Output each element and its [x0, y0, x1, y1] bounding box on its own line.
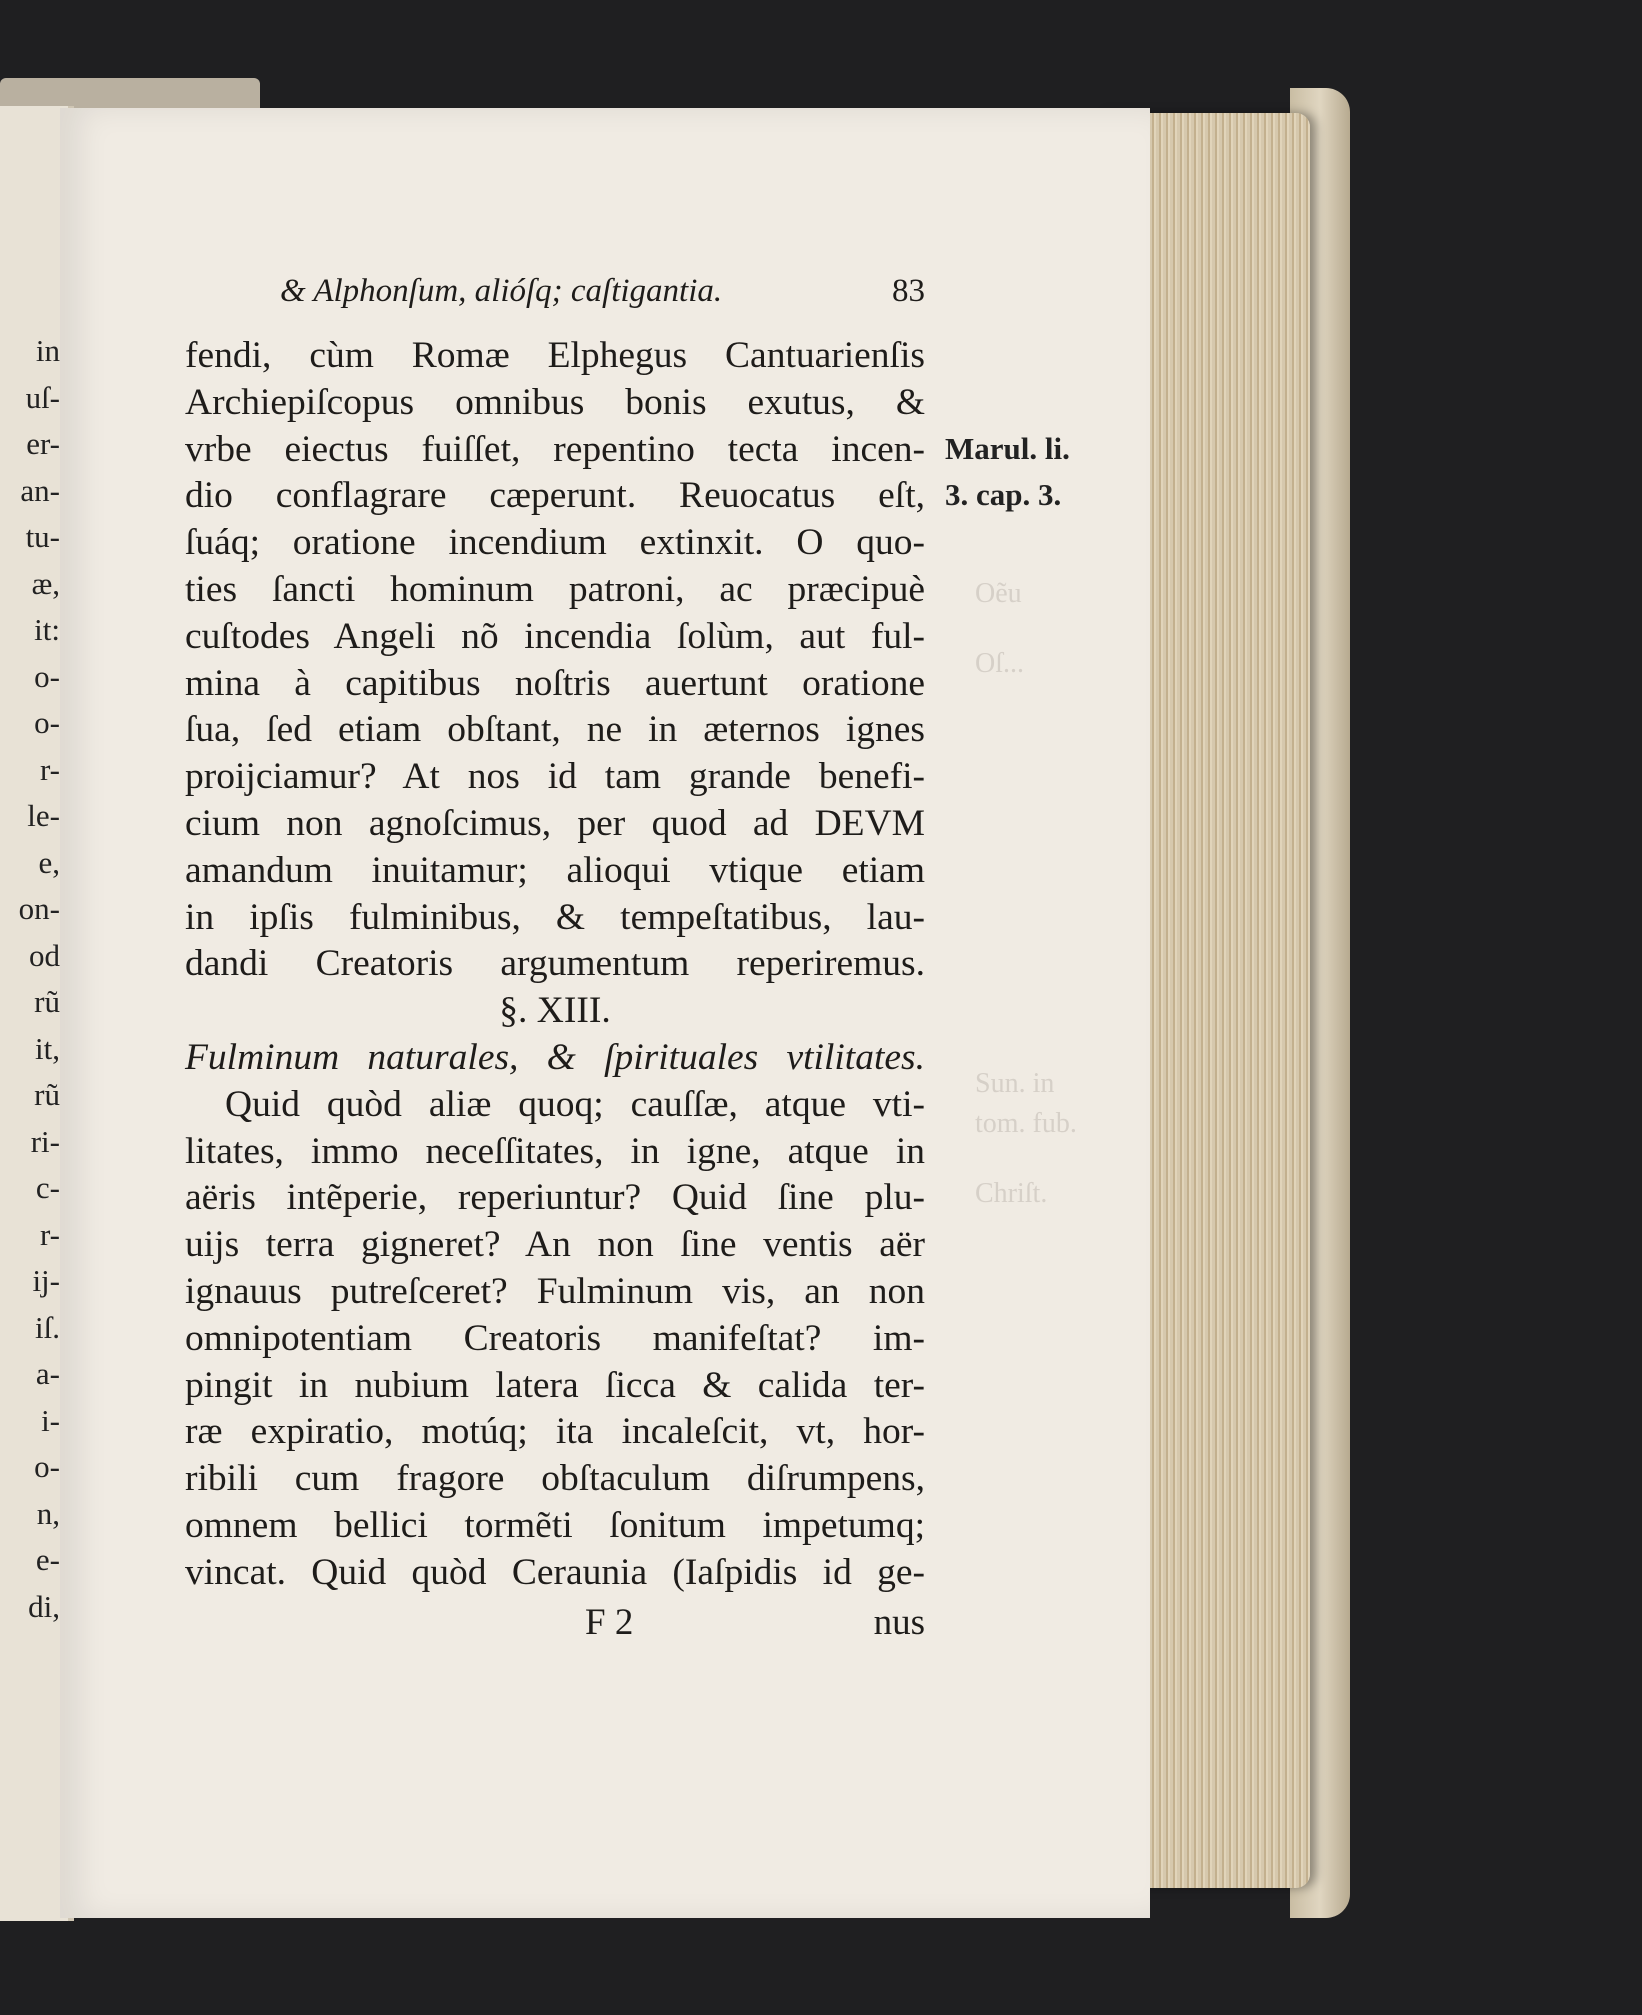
page-header	[185, 273, 925, 333]
page-number: 83	[892, 273, 925, 309]
fragment: tu-	[25, 519, 60, 554]
running-head: & Alphonſum, alióſq; caſtigantia.	[280, 273, 723, 309]
fragment: o-	[34, 705, 60, 740]
fragment: on-	[18, 891, 60, 926]
fragment: ij-	[32, 1263, 60, 1298]
fragment: it,	[35, 1030, 60, 1066]
fragment: n,	[36, 1495, 60, 1531]
text-line: uijs terra gigneret? An non ſine ventis aër	[185, 1224, 925, 1266]
fragment: an-	[20, 472, 60, 508]
fragment: ri-	[30, 1123, 60, 1159]
text-line: cium non agnoſcimus, per quod ad DEVM	[185, 802, 925, 844]
text-line: cuſtodes Angeli nõ incendia ſolùm, aut ful-	[185, 615, 925, 657]
open-book	[0, 78, 1365, 1938]
fragment: a-	[35, 1356, 60, 1391]
fragment: o-	[34, 658, 60, 694]
text-line: aëris intẽperie, reperiuntur? Quid ſine plu-	[185, 1177, 925, 1219]
fragment: i-	[41, 1402, 60, 1438]
text-line: fendi, cùm Romæ Elphegus Cantuarienſis	[185, 335, 925, 376]
section-title: Fulminum naturales, & ſpirituales vtilitates.	[185, 1036, 925, 1078]
bleed-through-text: tom. fub.	[975, 1108, 1077, 1139]
section-number: §. XIII.	[499, 990, 611, 1032]
text-line: proijciamur? At nos id tam grande benefi-	[185, 756, 925, 798]
fragment: c-	[35, 1170, 60, 1205]
fragment: æ,	[31, 565, 60, 601]
text-line: vincat. Quid quòd Ceraunia (Iaſpidis id ge-	[185, 1551, 925, 1593]
text-line: mina à capitibus noſtris auertunt oratione	[185, 662, 925, 704]
text-line: dandi Creatoris argumentum reperiremus.	[185, 943, 925, 985]
fragment: rũ	[34, 1077, 60, 1112]
text-line: ignauus putreſceret? Fulminum vis, an non	[185, 1270, 925, 1312]
fragment: r-	[39, 1216, 60, 1252]
margin-note-line: Marul. li.	[945, 431, 1070, 466]
left-page-fragments	[0, 328, 60, 1630]
signature-line	[185, 1597, 925, 1647]
margin-note	[945, 426, 1070, 518]
fragment: rũ	[34, 984, 60, 1019]
text-line: amandum inuitamur; alioqui vtique etiam	[185, 849, 925, 891]
text-line: pingit in nubium latera ſicca & calida ter-	[185, 1364, 925, 1406]
fragment: r-	[39, 751, 60, 787]
catchword: nus	[873, 1601, 925, 1643]
fragment: iſ.	[35, 1309, 60, 1345]
fragment: uſ-	[25, 379, 60, 415]
text-block	[185, 273, 925, 1647]
bleed-through-text: Oẽu	[975, 578, 1022, 609]
text-line: ræ expiratio, motúq; ita incaleſcit, vt, hor-	[185, 1411, 925, 1453]
text-line: omnem bellici tormẽti ſonitum impetumq;	[185, 1504, 925, 1546]
bleed-through-text: Oſ...	[975, 648, 1024, 679]
fragment: o-	[34, 1449, 60, 1484]
fragment: in	[35, 333, 60, 368]
fragment: e,	[38, 844, 60, 880]
text-line: litates, immo neceſſitates, in igne, atque in	[185, 1130, 925, 1172]
text-line: omnipotentiam Creatoris manifeſtat? im-	[185, 1317, 925, 1359]
text-line: dio conflagrare cæperunt. Reuocatus eſt,	[185, 475, 925, 517]
bleed-through-text: Chriſt.	[975, 1178, 1048, 1209]
fragment: le-	[27, 798, 60, 833]
right-page	[60, 108, 1150, 1918]
text-line: ſuáq; oratione incendium extinxit. O quo-	[185, 522, 925, 564]
signature-mark: F 2	[585, 1601, 634, 1643]
margin-note-line: 3. cap. 3.	[945, 477, 1062, 512]
text-line: ſua, ſed etiam obſtant, ne in æternos ignes	[185, 709, 925, 751]
bleed-through-text: Sun. in	[975, 1068, 1055, 1099]
text-line: Archiepiſcopus omnibus bonis exutus, &	[185, 381, 925, 423]
text-line: in ipſis fulminibus, & tempeſtatibus, lau-	[185, 896, 925, 938]
text-line: vrbe eiectus fuiſſet, repentino tecta incen-	[185, 428, 925, 470]
text-line: ribili cum fragore obſtaculum diſrumpens,	[185, 1458, 925, 1500]
fragment: er-	[26, 426, 60, 461]
fragment: di,	[28, 1588, 60, 1624]
text-line: ties ſancti hominum patroni, ac præcipuè	[185, 568, 925, 610]
text-line: Quid quòd aliæ quoq; cauſſæ, atque vti-	[225, 1083, 925, 1125]
fragment: it:	[34, 612, 60, 647]
fragment: e-	[35, 1542, 60, 1577]
fragment: od	[29, 937, 60, 973]
